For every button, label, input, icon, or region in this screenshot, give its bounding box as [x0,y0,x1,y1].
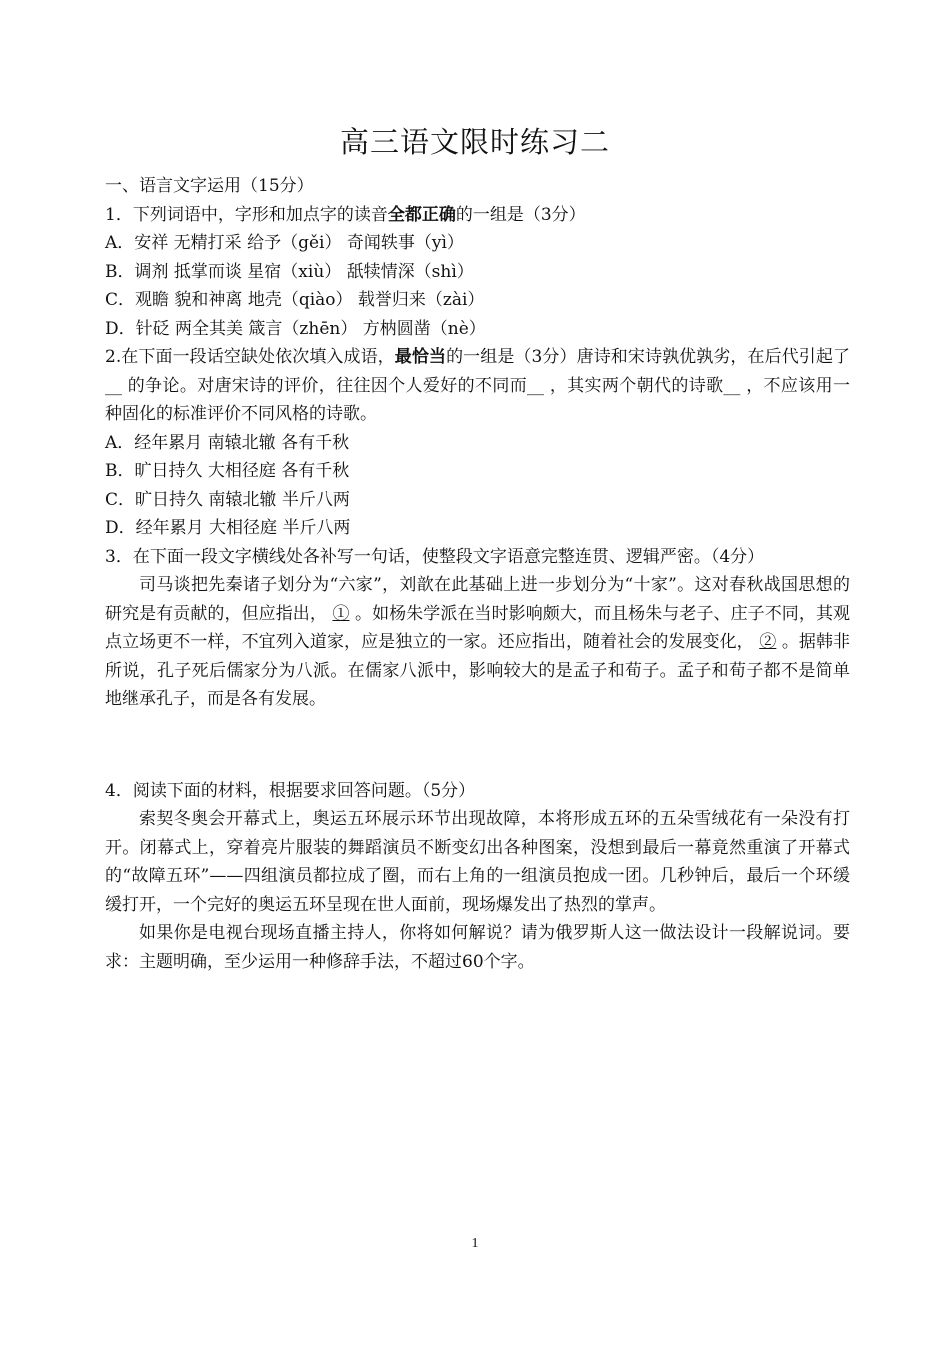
q3-passage-part: 司马谈把先秦诸子划分为“六家”，刘歆在此基础上进一步划分为“十家”。这对春秋战国思想的研究是有贡献的，但应指出， [105,575,850,624]
q3-passage-part: 。如杨朱学派在当时影响颇大，而且杨朱与老子、庄子不同，其观点立场更不一样，不宜列入道家，应是独立的一家。还应指出，随着社会的发展变化， [105,603,851,652]
blank-1: ① [332,603,350,624]
question-4-task: 如果你是电视台现场直播主持人，你将如何解说？请为俄罗斯人这一做法设计一段解说词。要求：主题明确，至少运用一种修辞手法，不超过60个字。 [105,923,850,972]
q2-option-c: C．旷日持久 南辕北辙 半斤八两 [105,489,350,510]
blank-2: ② [759,632,777,652]
q2-stem-emphasis: 最恰当 [394,347,447,367]
question-3 [105,543,850,714]
q1-option-d: D．针砭 两全其美 箴言（zhēn） 方枘圆凿（nè） [105,318,486,339]
question-2 [105,343,850,543]
question-4-material: 索契冬奥会开幕式上，奥运五环展示环节出现故障，本将形成五环的五朵雪绒花有一朵没有打开。闭幕式上，穿着亮片服装的舞蹈演员不断变幻出各种图案，没想到最后一幕竟然重演了开幕式的“故障五环”——四组演员都拉成了圈，而右上角的一组演员抱成一团。几秒钟后，最后一个环缓缓打开，一个完好的奥运五环呈现在世人面前，现场爆发出了热烈的掌声。 [105,809,850,915]
page-title: 高三语文限时练习二 [339,125,610,159]
q2-stem-part: 的一组是（3分）唐诗和宋诗孰优孰劣，在后代引起了__ 的争论。对唐宋诗的评价，往往因个人爱好的不同而__ ，其实两个朝代的诗歌__ ，不应该用一种固化的标准评价不同风格的诗歌。 [105,347,850,424]
question-4 [105,777,850,977]
question-2-stem [105,343,850,429]
question-3-passage [105,571,850,714]
q2-option-d: D．经年累月 大相径庭 半斤八两 [105,518,351,538]
q1-stem-part: 1．下列词语中，字形和加点字的读音 [105,204,388,225]
q1-option-a: A．安祥 无精打采 给予（gěi） 奇闻轶事（yì） [105,233,464,253]
question-3-stem: 3．在下面一段文字横线处各补写一句话，使整段文字语意完整连贯、逻辑严密。（4分） [105,546,765,567]
q1-option-b: B．调剂 抵掌而谈 星宿（xiù） 舐犊情深（shì） [105,261,474,282]
q2-stem-part: 2.在下面一段话空缺处依次填入成语， [105,347,395,367]
page-content [105,172,850,976]
question-1 [105,201,850,344]
section-heading: 一、语言文字运用（15分） [105,176,314,196]
q3-passage-part: 。据韩非所说，孔子死后儒家分为八派。在儒家八派中，影响较大的是孟子和荀子。孟子和荀子都不是简单地继承孔子，而是各有发展。 [105,632,851,709]
q2-option-b: B．旷日持久 大相径庭 各有千秋 [105,461,350,481]
question-1-stem [105,201,850,230]
q1-option-c: C．观瞻 貌和神离 地壳（qiào） 载誉归来（zài） [105,290,485,310]
q2-option-a: A．经年累月 南辕北辙 各有千秋 [105,432,350,453]
question-4-stem: 4．阅读下面的材料，根据要求回答问题。（5分） [105,780,476,801]
answer-space [105,714,850,777]
page-number: 1 [471,1236,479,1251]
q1-stem-emphasis: 全都正确 [387,204,456,225]
q1-stem-part: 的一组是（3分） [455,204,586,225]
